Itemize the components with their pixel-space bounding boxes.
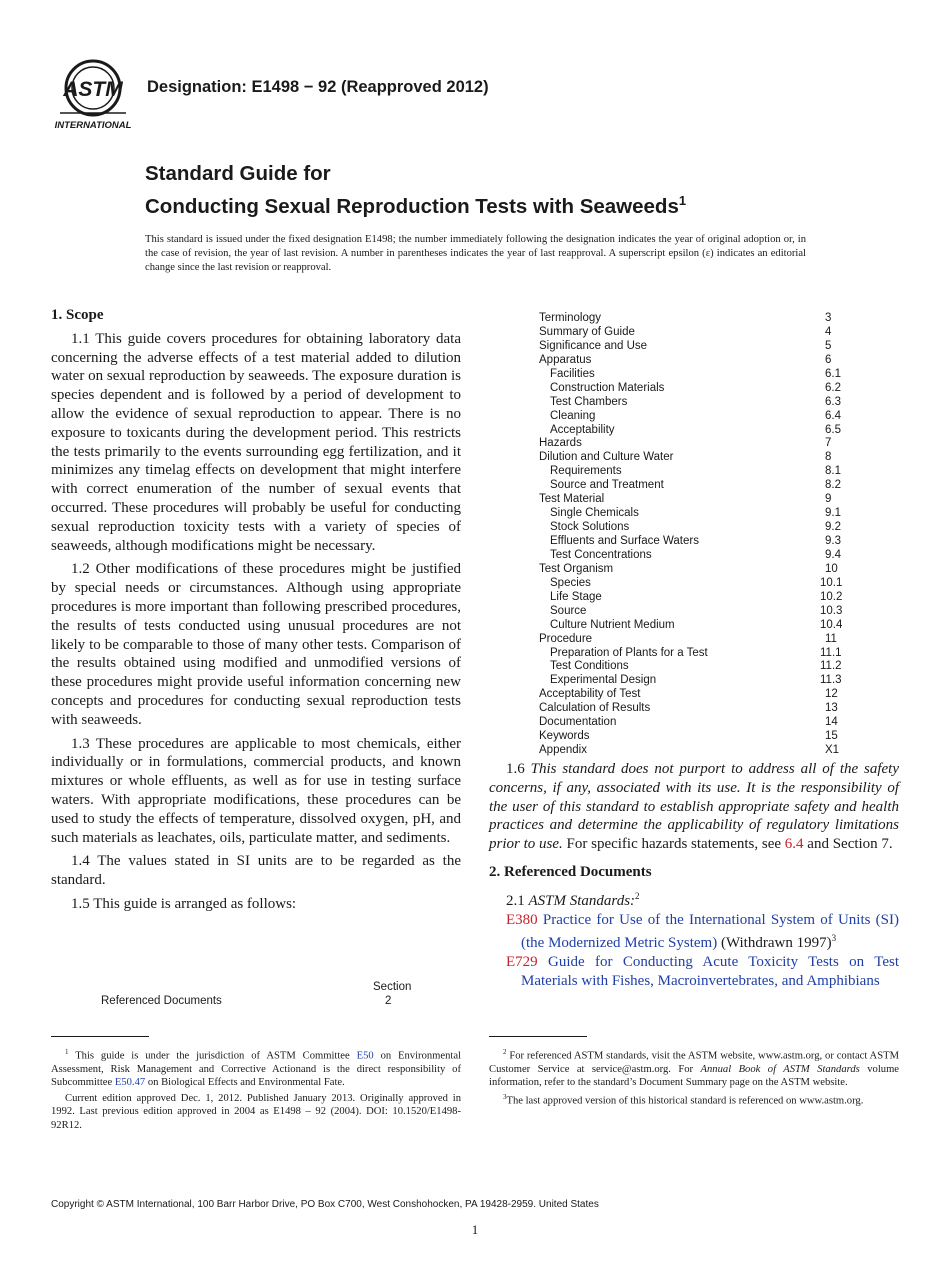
document-title — [145, 160, 686, 220]
toc-section: 9 — [825, 493, 832, 506]
toc-label: Apparatus — [539, 353, 592, 366]
toc-row — [539, 410, 849, 424]
toc-section: 9.4 — [825, 548, 841, 561]
toc-label: Test Conditions — [550, 660, 629, 673]
toc-label: Construction Materials — [550, 381, 665, 394]
toc-label: Procedure — [539, 632, 593, 645]
scope-paragraph-1-3: 1.3 These procedures are applicable to most chemicals, either individually or in formulations, commercial products, and known mixtures or whole effluents, as well as for use in testing surface waters. With appropriate modifications, these procedures can be used to study the effects of temperature, dissolved oxygen, pH, and such materials as leachates, oils, particulate matter, and sediments. — [51, 735, 461, 846]
reference-e380: E380 Practice for Use of the International System of Units (SI) (the Modernized Metric System) (Withdrawn 1997)$^3$ — [506, 911, 900, 952]
toc-section: 9.1 — [825, 507, 841, 520]
designation: Designation: E1498 − 92 (Reapproved 2012) — [147, 78, 489, 96]
page-number: 1 — [471, 1222, 479, 1237]
copyright-notice: Copyright © ASTM International, 100 Barr Harbor Drive, PO Box C700, West Conshohocken, PA 19428-2959. United States — [51, 1199, 599, 1210]
toc-row — [539, 493, 849, 507]
toc-row — [539, 591, 849, 605]
toc-label: Life Stage — [550, 590, 602, 603]
toc-section: 8.1 — [825, 465, 841, 478]
toc-row — [539, 633, 849, 647]
footnote-divider-right — [489, 1036, 587, 1037]
toc-label: Experimental Design — [550, 674, 657, 687]
toc-label: Dilution and Culture Water — [539, 451, 674, 464]
toc-row — [539, 702, 849, 716]
toc-row — [539, 396, 849, 410]
toc-label: Test Concentrations — [550, 548, 652, 561]
toc-label: Single Chemicals — [550, 507, 639, 520]
toc-section: 13 — [825, 702, 838, 715]
toc-row — [539, 688, 849, 702]
toc-row — [539, 465, 849, 479]
toc-label: Test Material — [539, 493, 605, 506]
toc-section: 5 — [825, 339, 832, 352]
toc-section-header: Section — [373, 981, 412, 993]
toc-section: 10.2 — [820, 590, 843, 603]
toc-row — [539, 674, 849, 688]
toc-label: Significance and Use — [539, 339, 648, 352]
toc-label: Test Chambers — [550, 395, 628, 408]
toc-section: 6 — [825, 353, 832, 366]
subcommittee-e50-47-link[interactable]: E50.47 — [114, 1077, 146, 1089]
toc-section: 6.4 — [825, 409, 841, 422]
toc-section: 14 — [825, 716, 838, 729]
svg-text:ASTM: ASTM — [63, 78, 123, 101]
toc-label: Requirements — [550, 465, 622, 478]
footnote-divider-left — [51, 1036, 149, 1037]
toc-section: 15 — [825, 730, 838, 743]
title-footnote-mark: 1 — [678, 193, 687, 208]
toc-label: Effluents and Surface Waters — [550, 535, 699, 547]
e380-link[interactable]: E380 — [506, 911, 538, 928]
toc-label: Terminology — [539, 312, 601, 324]
toc-row — [539, 605, 849, 619]
toc-label: Acceptability of Test — [539, 688, 641, 701]
toc-section: 11.3 — [820, 674, 842, 687]
toc-row — [539, 647, 849, 661]
toc-label: Source — [550, 604, 587, 617]
title-line-1: Standard Guide for — [145, 162, 331, 185]
toc-label: Culture Nutrient Medium — [550, 618, 675, 631]
safety-paragraph: 1.6 This standard does not purport to address all of the safety concerns, if any, associated with its use. It is the responsibility of the user of this standard to establish appropriate safety and health practices and determine the applicability of regulatory limitations prior to use. For specific hazards statements, see 6.4 and Section 7. — [489, 761, 900, 853]
toc-row — [539, 660, 849, 674]
toc-label: Documentation — [539, 716, 617, 729]
toc-section: 10.1 — [820, 576, 843, 589]
toc-section: 8 — [825, 451, 832, 464]
toc-row — [539, 326, 849, 340]
toc-row — [539, 730, 849, 744]
toc-section: 6.2 — [825, 381, 841, 394]
toc-row — [539, 577, 849, 591]
svg-text:INTERNATIONAL: INTERNATIONAL — [54, 120, 132, 131]
scope-paragraph-1-4: 1.4 The values stated in SI units are to be regarded as the standard. — [51, 853, 461, 889]
issuance-note: This standard is issued under the fixed designation E1498; the number immediately following the designation indicates the year of original adoption or, in the case of revision, the year of last revision. A number in parentheses indicates the year of last reapproval. A superscript epsilon (ε) indicates an editorial change since the last revision or reapproval. — [145, 234, 806, 274]
section-6-4-link[interactable]: 6.4 — [784, 836, 804, 853]
toc-label: Species — [550, 576, 591, 589]
toc-section: 11 — [825, 632, 837, 645]
toc-label: Acceptability — [550, 423, 615, 436]
toc-section: 6.1 — [825, 367, 841, 380]
toc-section: 11.2 — [820, 660, 842, 673]
toc-section: 4 — [825, 325, 832, 338]
toc-row — [539, 507, 849, 521]
toc-section: 10.3 — [820, 604, 843, 617]
toc-section: 6.5 — [825, 423, 841, 436]
toc-label: Appendix — [539, 744, 587, 757]
toc-label: Hazards — [539, 437, 582, 450]
toc-section: 12 — [825, 688, 838, 701]
toc-section: 8.2 — [825, 479, 841, 492]
e729-title-link[interactable]: Guide for Conducting Acute Toxicity Tests on Test Materials with Fishes, Macroinvertebrates, and Amphibians — [521, 954, 899, 989]
toc-row — [539, 549, 849, 563]
toc-label: Summary of Guide — [539, 325, 635, 338]
toc-label: Cleaning — [550, 409, 596, 422]
toc-label: Source and Treatment — [550, 479, 664, 492]
toc-row — [539, 312, 849, 326]
astm-standards-subheading: 2.1 ASTM Standards:$^2$ — [506, 890, 640, 909]
toc-row — [539, 479, 849, 493]
toc-label: Test Organism — [539, 562, 614, 575]
toc-row — [539, 354, 849, 368]
toc-label: Facilities — [550, 367, 595, 380]
footnote-3: $^3$The last approved version of this historical standard is referenced on www.astm.org. — [503, 1092, 864, 1107]
toc-row — [539, 716, 849, 730]
reference-e729 — [489, 953, 899, 991]
e380-title-link[interactable]: Practice for Use of the International System of Units (SI) (the Modernized Metric System) — [521, 911, 900, 952]
astm-logo — [50, 55, 136, 133]
refdocs-heading: 2. Referenced Documents — [489, 863, 652, 880]
toc-label: Stock Solutions — [550, 521, 630, 534]
toc-section: 10 — [825, 562, 838, 575]
title-line-2: Conducting Sexual Reproduction Tests with Seaweeds$^1$ — [145, 193, 687, 218]
toc-section: 9.2 — [825, 521, 841, 534]
toc-row — [539, 368, 849, 382]
scope-paragraph-1-1: 1.1 This guide covers procedures for obtaining laboratory data concerning the adverse effects of a test material added to dilution water on sexual reproduction by seaweeds. The exposure duration is species dependent and is followed by a period of development to allow the evidence of sexual reproduction to appear. There is no exposure to toxicants during the development period. This restricts the tests primarily to the events surrounding egg fertilization, and it minimizes any timelag effects on development that might interfere with correct enumeration of the number of sexual events that occurred. These procedures will probably be useful for conducting sexual reproduction toxicity tests with a variety of species of seaweeds, although modifications might be necessary. — [51, 330, 461, 554]
scope-paragraph-1-5: 1.5 This guide is arranged as follows: — [71, 895, 297, 912]
toc-row — [539, 744, 849, 758]
toc-row — [539, 437, 849, 451]
toc-section: X1 — [825, 744, 840, 757]
toc-label: Referenced Documents — [101, 995, 222, 1007]
toc-row — [539, 563, 849, 577]
toc-row — [539, 619, 849, 633]
toc-list — [539, 312, 849, 758]
right-column — [489, 760, 899, 991]
toc-section: 2 — [385, 995, 392, 1007]
toc-section: 7 — [825, 437, 832, 450]
toc-label: Preparation of Plants for a Test — [550, 646, 708, 659]
e729-link[interactable]: E729 — [506, 954, 538, 971]
scope-heading: 1. Scope — [51, 307, 104, 323]
toc-row — [539, 521, 849, 535]
toc-section: 11.1 — [820, 646, 842, 659]
footnote-2: $^2$ For referenced ASTM standards, visit the ASTM website, www.astm.org, or contact ASTM Customer Service at service@astm.org. For Annual Book of ASTM Standards volume information, refer to the standard’s Document Summary page on the ASTM website. — [489, 1048, 900, 1089]
toc-label: Keywords — [539, 730, 590, 743]
footnotes-right — [489, 1046, 899, 1109]
footnote-1: $^1$ This guide is under the jurisdiction of ASTM Committee E50 on Environmental Assessment, Risk Management and Corrective Actionand is the direct responsibility of Subcommittee E50.47 on Biological Effects and Environmental Fate. — [51, 1048, 461, 1089]
toc-row — [539, 535, 849, 549]
toc-row — [539, 424, 849, 438]
toc-row — [539, 382, 849, 396]
toc-section: 9.3 — [825, 535, 841, 547]
toc-row — [539, 340, 849, 354]
left-column — [51, 306, 461, 919]
footnotes-left — [51, 1046, 461, 1134]
footnote-edition: Current edition approved Dec. 1, 2012. Published January 2013. Originally approved in 1992. Last previous edition approved in 2004 as E1498 – 92 (2004). DOI: 10.1520/E1498-92R12. — [51, 1092, 461, 1131]
toc-label: Calculation of Results — [539, 702, 651, 715]
scope-paragraph-1-2: 1.2 Other modifications of these procedures might be justified by special needs or circumstances. Although using appropriate procedures is more important than following prescribed procedures, the results of tests conducted using unusual procedures are not likely to be comparable to those of many other tests. Comparison of the results obtained using modified and unmodified versions of these procedures might provide useful information concerning new concepts and procedures for conducting sexual reproduction tests with seaweeds. — [51, 561, 461, 728]
toc-row — [539, 451, 849, 465]
toc-section: 10.4 — [820, 618, 843, 631]
toc-section: 3 — [825, 312, 832, 324]
toc-section: 6.3 — [825, 395, 841, 408]
committee-e50-link[interactable]: E50 — [356, 1050, 374, 1062]
